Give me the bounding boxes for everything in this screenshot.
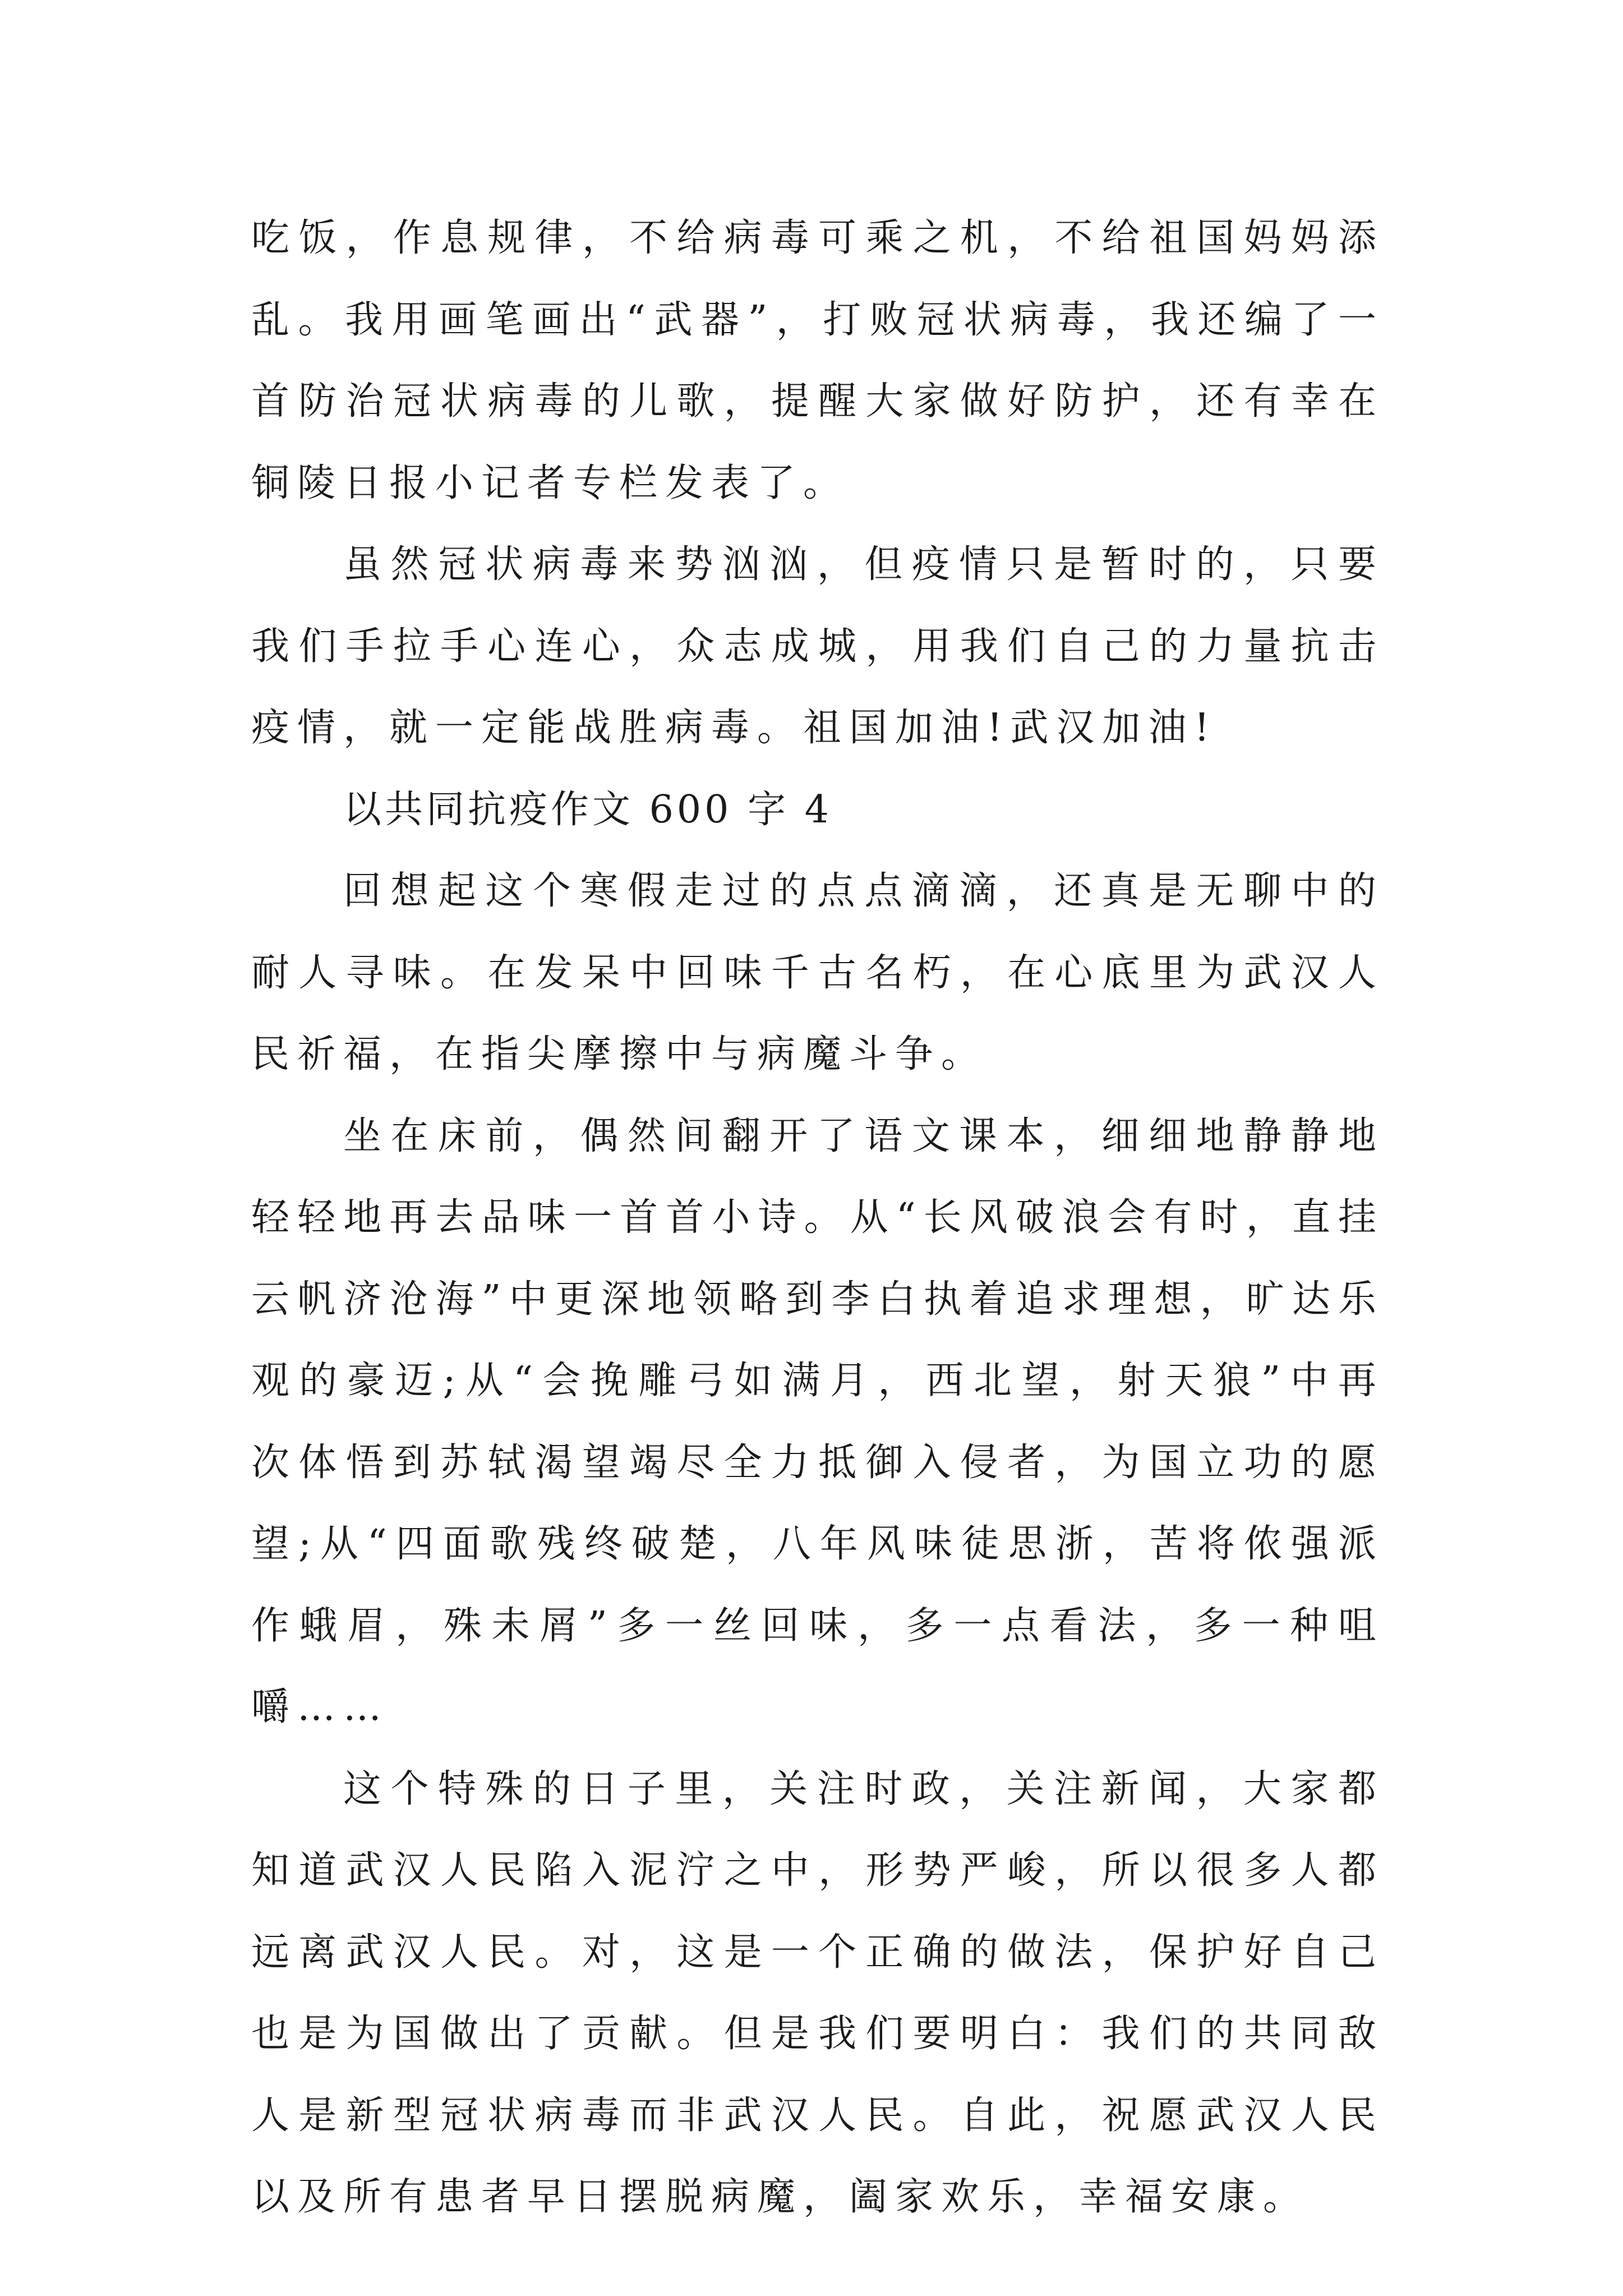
document-body — [251, 197, 1384, 2238]
paragraph: 这个特殊的日子里，关注时政，关注新闻，大家都知道武汉人民陷入泥泞之中，形势严峻，所以很多人都远离武汉人民。对，这是一个正确的做法，保护好自己也是为国做出了贡献。但是我们要明白：我们的共同敌人是新型冠状病毒而非武汉人民。自此，祝愿武汉人民以及所有患者早日摆脱病魔，阖家欢乐，幸福安康。 — [251, 1766, 1384, 2219]
paragraph: 虽然冠状病毒来势汹汹，但疫情只是暂时的，只要我们手拉手心连心，众志成城，用我们自己的力量抗击疫情，就一定能战胜病毒。祖国加油!武汉加油! — [251, 542, 1384, 750]
paragraph: 坐在床前，偶然间翻开了语文课本，细细地静静地轻轻地再去品味一首首小诗。从“长风破浪会有时，直挂云帆济沧海”中更深地领略到李白执着追求理想，旷达乐观的豪迈;从“会挽雕弓如满月，西北望，射天狼”中再次体悟到苏轼渴望竭尽全力抵御入侵者，为国立功的愿望;从“四面歌残终破楚，八年风味徒思浙，苦将侬强派作蛾眉，殊未屑”多一丝回味，多一点看法，多一种咀嚼…… — [251, 1114, 1384, 1729]
paragraph: 回想起这个寒假走过的点点滴滴，还真是无聊中的耐人寻味。在发呆中回味千古名朽，在心底里为武汉人民祈福，在指尖摩擦中与病魔斗争。 — [251, 869, 1384, 1076]
paragraph: 吃饭，作息规律，不给病毒可乘之机，不给祖国妈妈添乱。我用画笔画出“武器”，打败冠状病毒，我还编了一首防治冠状病毒的儿歌，提醒大家做好防护，还有幸在铜陵日报小记者专栏发表了。 — [251, 216, 1384, 505]
section-heading: 以共同抗疫作文 600 字 4 — [343, 787, 832, 832]
